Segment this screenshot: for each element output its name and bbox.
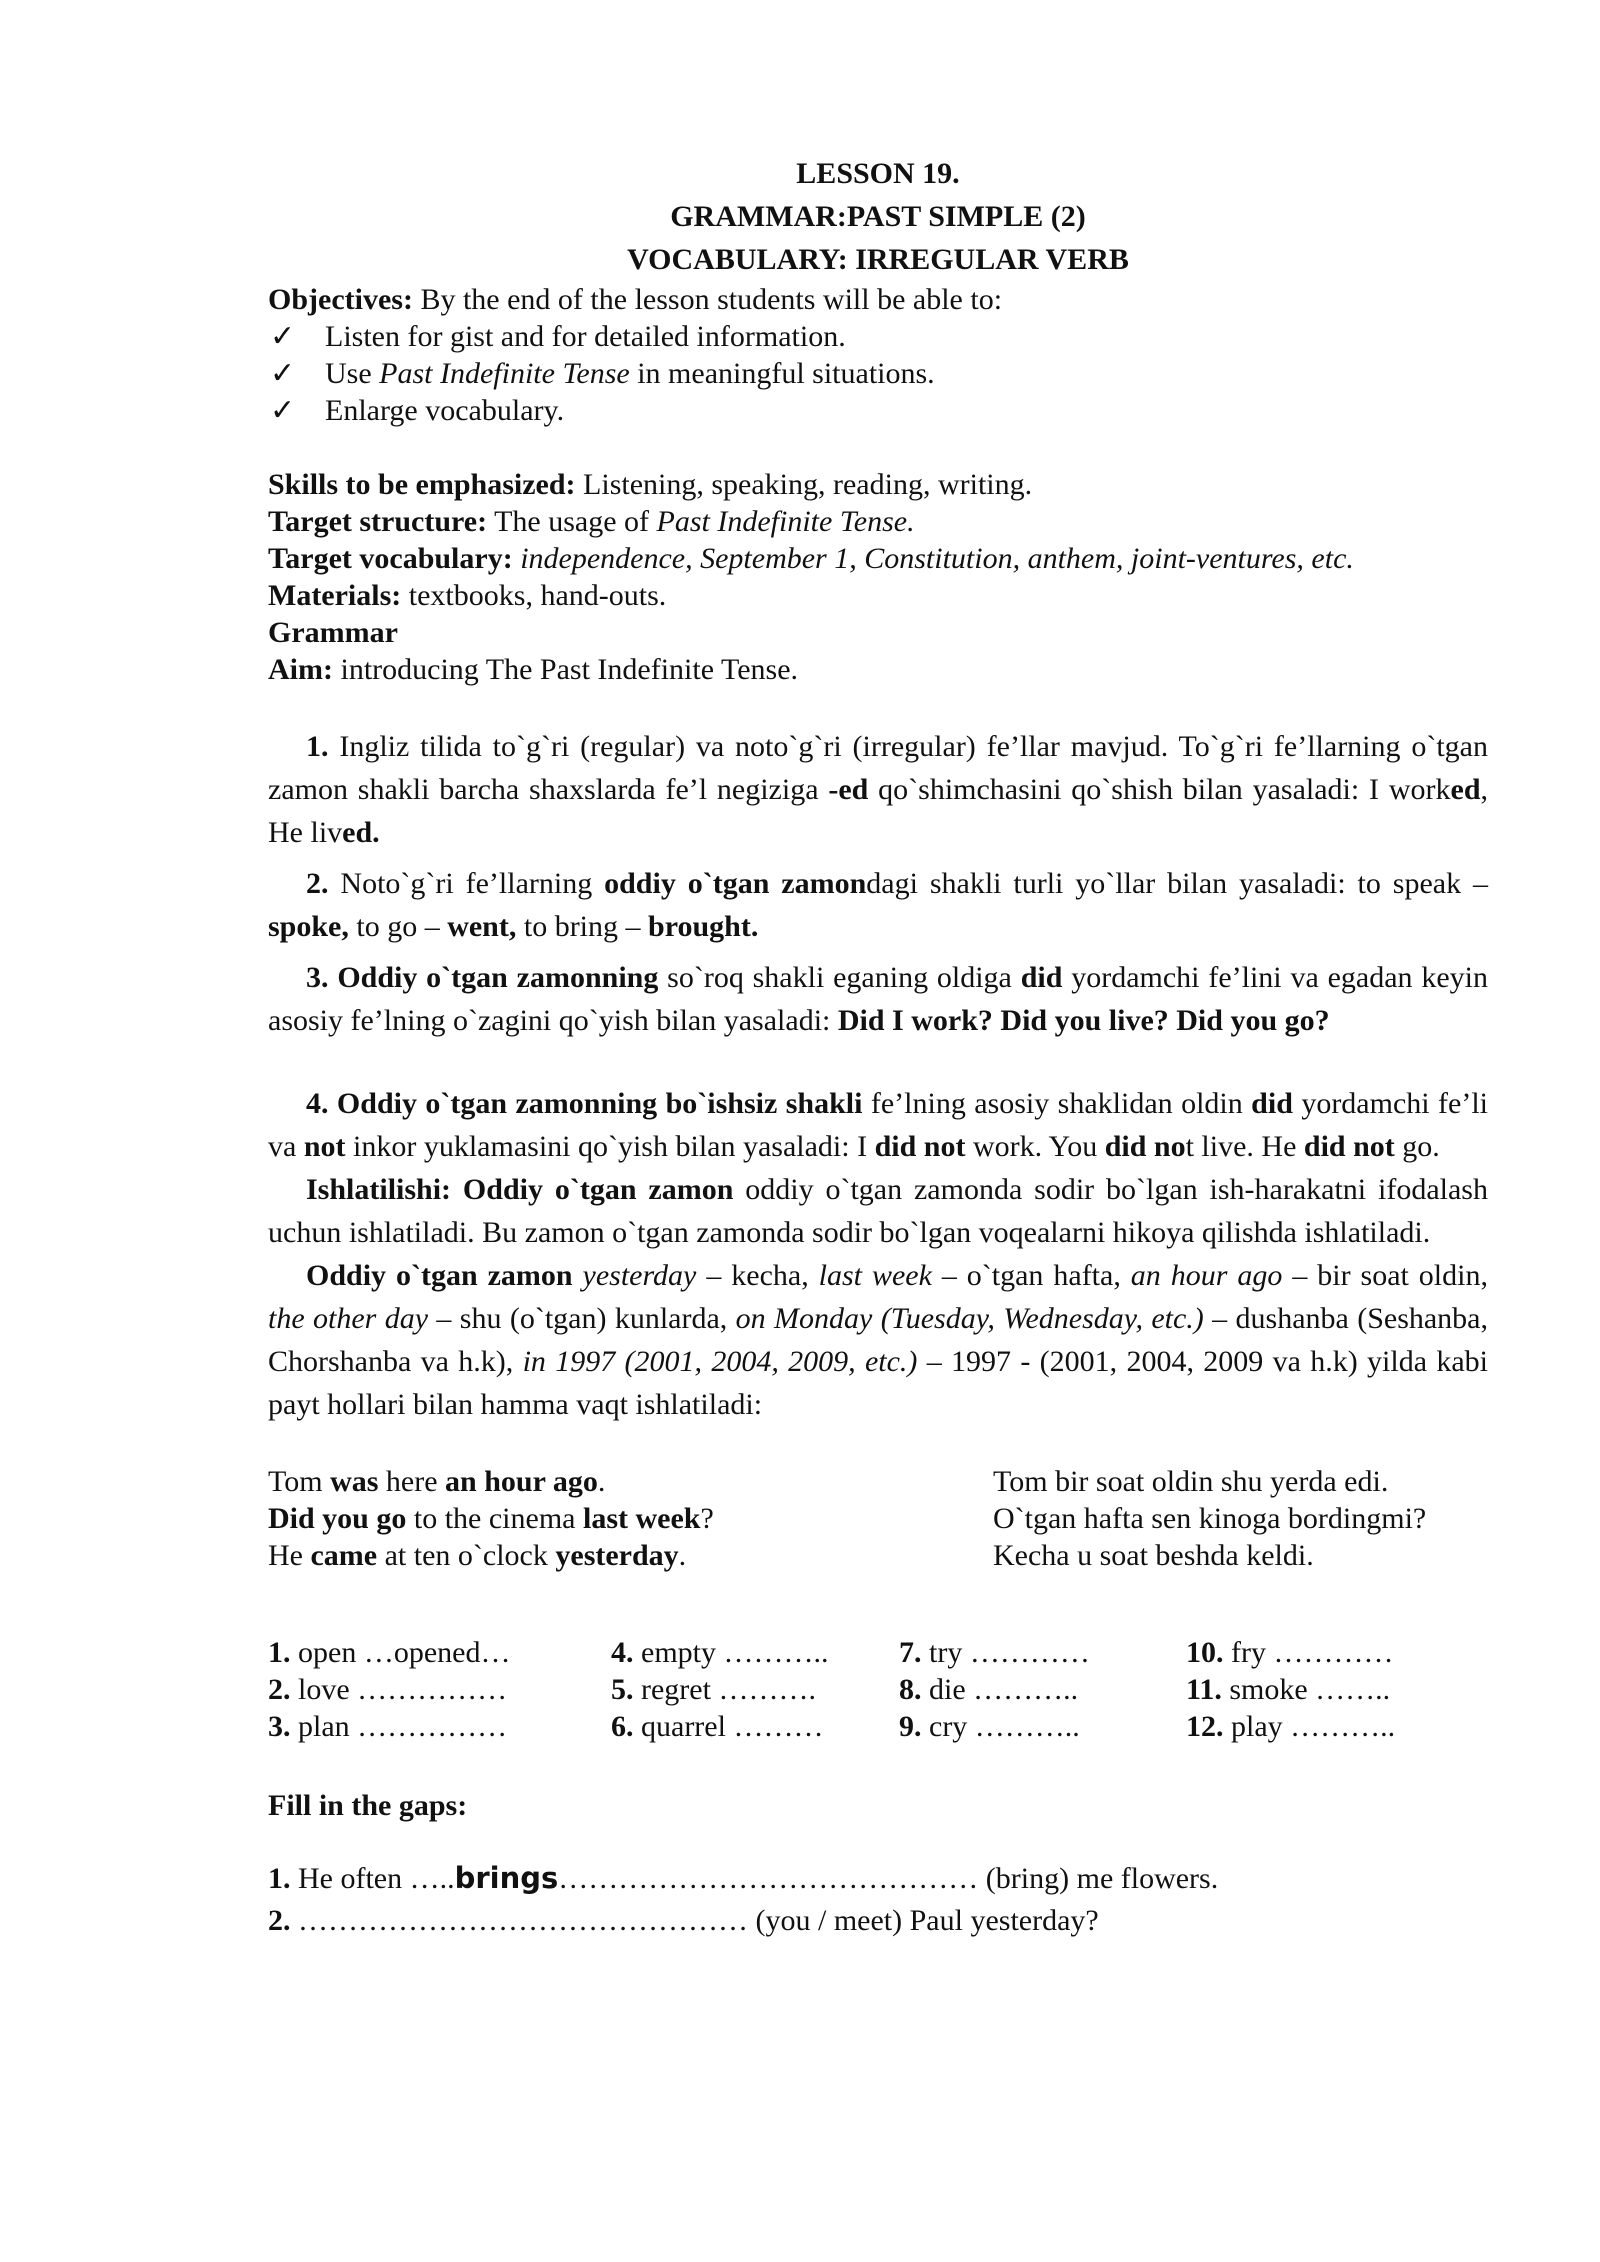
skills-line (268, 466, 1488, 503)
adverb-text: – bir soat oldin, (1282, 1259, 1488, 1292)
example-bold: last week (582, 1502, 701, 1535)
adverb-text: – kecha, (696, 1259, 819, 1292)
materials-line (268, 577, 1488, 614)
objective-emphasis: Past Indefinite Tense (379, 357, 630, 390)
verb-item (1186, 1634, 1466, 1671)
adverb-em: the other day (268, 1302, 429, 1335)
example-text: to the cinema (406, 1502, 583, 1535)
rule-text: to go – (348, 910, 448, 943)
lesson-content (268, 152, 1488, 1942)
example-bold: Did you go (268, 1502, 407, 1535)
example-text: ? (700, 1502, 714, 1535)
vocabulary-title: VOCABULARY: IRREGULAR VERB (627, 243, 1129, 276)
example-sentence (268, 1463, 993, 1500)
rule-number: 4. (306, 1087, 329, 1120)
example-text: at ten o`clock (377, 1539, 556, 1572)
rule-text: Noto`g`ri fe’llarning (328, 867, 605, 900)
verb-text: smoke …….. (1221, 1673, 1391, 1706)
example-text: . (597, 1465, 606, 1498)
rule-bold: ed. (342, 816, 380, 849)
rule-text: dagi shakli turli yo`llar bilan yasaladi: to speak – (866, 867, 1488, 900)
objective-text: in meaningful situations. (629, 357, 935, 390)
objectives-line (268, 281, 1488, 318)
lesson-header (268, 152, 1488, 281)
objective-item (268, 392, 1488, 429)
vocab-line (268, 540, 1488, 577)
verb-exercise-grid (268, 1634, 1488, 1745)
rule-text: so`roq shakli eganing oldiga (658, 961, 1021, 994)
translation-sentence: O`tgan hafta sen kinoga bordingmi? (993, 1502, 1427, 1535)
structure-text: The usage of (487, 505, 657, 538)
rule-bold: -ed (828, 773, 869, 806)
rule-bold: brought. (648, 910, 759, 943)
rule-text: Ingliz tilida to`g`ri (regular) va noto`g`ri (irregular) fe’llar mavjud. To`g`ri fe’llarning o`tgan zamon shakli barcha shaxslarda fe’l negiziga (268, 730, 1488, 806)
adverb-em: in 1997 (2001, 2004, 2009, etc.) (522, 1345, 918, 1378)
verb-number: 1. (268, 1636, 291, 1669)
rule-bold: Oddiy o`tgan zamonning (328, 961, 659, 994)
verb-text: quarrel ……… (633, 1710, 824, 1743)
verb-item (611, 1671, 899, 1708)
example-text: Tom (268, 1465, 331, 1498)
verb-number: 5. (611, 1673, 634, 1706)
fill-text: ……………………………………… (you / meet) Paul yesterday? (290, 1904, 1099, 1937)
structure-emphasis: Past Indefinite Tense. (656, 505, 915, 538)
example-sentence (268, 1537, 993, 1574)
rule-bold: did (1251, 1087, 1293, 1120)
verb-item (611, 1634, 899, 1671)
grammar-heading-text: Grammar (268, 616, 398, 649)
fill-gaps-list (268, 1857, 1488, 1942)
example-bold: was (330, 1465, 379, 1498)
rule-bold: did no (1104, 1130, 1186, 1163)
example-text: . (678, 1539, 687, 1572)
verb-number: 12. (1186, 1710, 1224, 1743)
verb-text: regret ………. (633, 1673, 816, 1706)
verb-text: cry ……….. (921, 1710, 1080, 1743)
rule-bold: went, (447, 910, 517, 943)
objective-text: Listen for gist and for detailed information. (325, 320, 846, 353)
verb-text: love …………… (290, 1673, 508, 1706)
structure-line (268, 503, 1488, 540)
fill-gaps-title: Fill in the gaps: (268, 1789, 468, 1822)
rule-paragraph-3 (268, 956, 1488, 1042)
rule-text: , He liv (268, 773, 1488, 849)
verb-item (268, 1708, 611, 1745)
adverb-em: an hour ago (1130, 1259, 1283, 1292)
verb-text: plan …………… (290, 1710, 508, 1743)
verb-number: 6. (611, 1710, 634, 1743)
example-sentence (268, 1500, 993, 1537)
usage-text: oddiy o`tgan zamonda sodir bo`lgan ish-harakatni ifodalash uchun ishlatiladi. Bu zamon o`tgan zamonda sodir bo`lgan voqealarni hikoya qilishda ishlatiladi. (268, 1173, 1488, 1249)
rule-text: yordamchi fe’lini va egadan keyin asosiy fe’lning o`zagini qo`yish bilan yasaladi: (268, 961, 1488, 1037)
objective-item (268, 318, 1488, 355)
fill-item (268, 1857, 1488, 1900)
verb-item (1186, 1708, 1466, 1745)
rule-number: 2. (306, 867, 329, 900)
rule-text: go. (1394, 1130, 1440, 1163)
aim-label: Aim: (268, 653, 333, 686)
verb-number: 3. (268, 1710, 291, 1743)
examples-uzbek (993, 1463, 1488, 1574)
fill-answer: brings (454, 1861, 559, 1895)
adverb-em: last week (818, 1259, 932, 1292)
translation-sentence: Tom bir soat oldin shu yerda edi. (993, 1465, 1389, 1498)
verb-number: 11. (1186, 1673, 1222, 1706)
rule-text: work. You (965, 1130, 1105, 1163)
rule-paragraph-2 (268, 862, 1488, 948)
examples-table (268, 1463, 1488, 1574)
verb-text: die ……….. (921, 1673, 1079, 1706)
example-bold: came (310, 1539, 378, 1572)
example-text: here (378, 1465, 446, 1498)
usage-paragraph (268, 1168, 1488, 1254)
checkmark-icon: ✓ (270, 357, 296, 390)
rule-number: 1. (306, 730, 329, 763)
adverb-text: – shu (o`tgan) kunlarda, (428, 1302, 736, 1335)
verb-number: 2. (268, 1673, 291, 1706)
adverb-text: – dushanba (Seshanba, Chorshanba va h.k), (268, 1302, 1488, 1378)
verb-text: fry ………… (1223, 1636, 1394, 1669)
objectives-label: Objectives: (268, 283, 413, 316)
adverb-em: yesterday (572, 1259, 697, 1292)
verb-number: 9. (899, 1710, 922, 1743)
rule-bold: did not (1303, 1130, 1395, 1163)
verb-number: 8. (899, 1673, 922, 1706)
adverb-text: – o`tgan hafta, (931, 1259, 1131, 1292)
adverbs-label: Oddiy o`tgan zamon (306, 1259, 573, 1292)
example-text: He (268, 1539, 311, 1572)
grammar-title: GRAMMAR:PAST SIMPLE (2) (670, 200, 1086, 233)
rule-bold: ed (1450, 773, 1481, 806)
aim-text: introducing The Past Indefinite Tense. (332, 653, 799, 686)
objectives-intro: By the end of the lesson students will be able to: (412, 283, 1003, 316)
grammar-heading (268, 614, 1488, 651)
fill-number: 2. (268, 1904, 291, 1937)
translation-sentence: Kecha u soat beshda keldi. (993, 1539, 1314, 1572)
fill-number: 1. (268, 1862, 291, 1895)
rule-text: to bring – (516, 910, 649, 943)
objectives-list (268, 318, 1488, 429)
fill-item (268, 1900, 1488, 1942)
structure-label: Target structure: (268, 505, 488, 538)
checkmark-icon: ✓ (270, 394, 296, 427)
rule-text: yordamchi fe’li va (268, 1087, 1488, 1163)
rule-number: 3. (306, 961, 329, 994)
objective-item (268, 355, 1488, 392)
rule-bold: did not (874, 1130, 966, 1163)
aim-line (268, 651, 1488, 688)
verb-item (899, 1671, 1186, 1708)
verb-number: 10. (1186, 1636, 1224, 1669)
adverb-text: – 1997 - (2001, 2004, 2009 va h.k) yilda kabi payt hollari bilan hamma vaqt ishlatiladi: (268, 1345, 1488, 1421)
skills-text: Listening, speaking, reading, writing. (575, 468, 1033, 501)
verb-text: try ………… (921, 1636, 1090, 1669)
example-bold: yesterday (555, 1539, 679, 1572)
verb-item (268, 1671, 611, 1708)
verb-text: empty ……….. (633, 1636, 829, 1669)
vocab-label: Target vocabulary: (268, 542, 513, 575)
fill-text: He often ….. (290, 1862, 455, 1895)
rule-paragraph-1 (268, 725, 1488, 854)
lesson-title: LESSON 19. (796, 157, 960, 190)
skills-label: Skills to be emphasized: (268, 468, 576, 501)
checkmark-icon: ✓ (270, 320, 296, 353)
verb-item (899, 1634, 1186, 1671)
fill-text: …………………………………… (bring) me flowers. (558, 1862, 1219, 1895)
verb-text: play ……….. (1223, 1710, 1396, 1743)
usage-label: Ishlatilishi: Oddiy o`tgan zamon (306, 1173, 734, 1206)
adverbs-paragraph (268, 1254, 1488, 1426)
verb-number: 4. (611, 1636, 634, 1669)
verb-text: open …opened… (290, 1636, 511, 1669)
rule-bold: oddiy o`tgan zamon (604, 867, 867, 900)
rule-text: inkor yuklamasini qo`yish bilan yasaladi: I (345, 1130, 875, 1163)
verb-item (268, 1634, 611, 1671)
verb-number: 7. (899, 1636, 922, 1669)
objective-text: Use (325, 357, 380, 390)
rule-text: t live. He (1185, 1130, 1304, 1163)
materials-text: textbooks, hand-outs. (401, 579, 667, 612)
materials-label: Materials: (268, 579, 402, 612)
rule-bold: spoke, (268, 910, 349, 943)
objective-text: Enlarge vocabulary. (325, 394, 565, 427)
rule-bold: Oddiy o`tgan zamonning bo`ishsiz shakli (328, 1087, 863, 1120)
verb-item (1186, 1671, 1466, 1708)
rule-text: qo`shimchasini qo`shish bilan yasaladi: I work (868, 773, 1451, 806)
examples-english (268, 1463, 993, 1574)
adverb-em: on Monday (Tuesday, Wednesday, etc.) (735, 1302, 1204, 1335)
verb-item (611, 1708, 899, 1745)
vocab-list: independence, September 1, Constitution, anthem, joint-ventures, etc. (512, 542, 1354, 575)
verb-item (899, 1708, 1186, 1745)
rule-bold: did (1020, 961, 1063, 994)
rule-paragraph-4 (268, 1082, 1488, 1168)
example-bold: an hour ago (445, 1465, 598, 1498)
rule-text: fe’lning asosiy shaklidan oldin (862, 1087, 1252, 1120)
rule-bold: Did I work? Did you live? Did you go? (837, 1004, 1330, 1037)
rule-bold: not (303, 1130, 346, 1163)
